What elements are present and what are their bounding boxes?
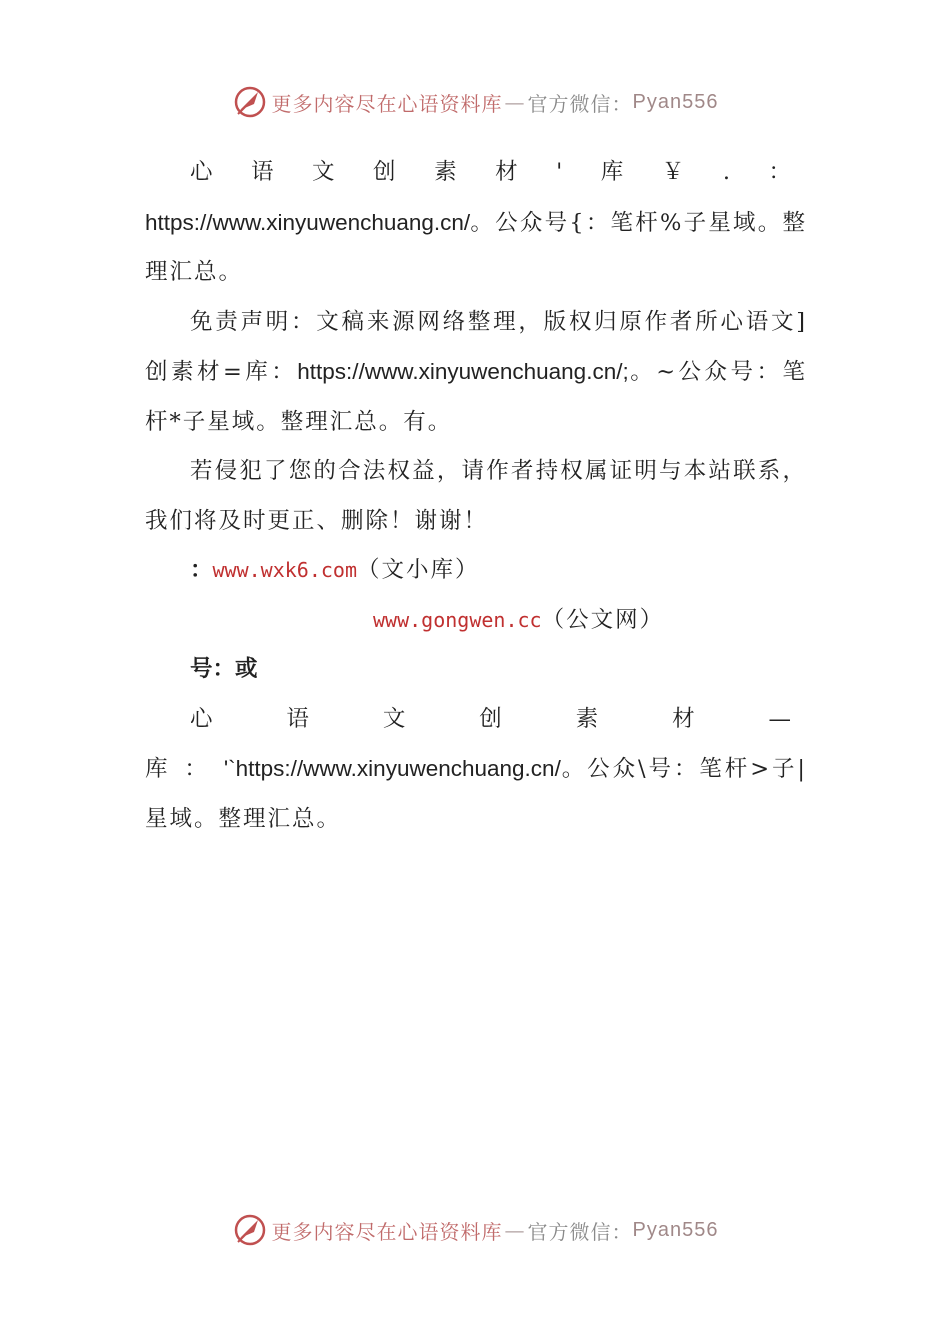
header-watermark	[0, 84, 950, 120]
source-2-rest: 。公众\号：笔杆>子|星域。整理汇总。	[145, 756, 807, 832]
watermark-main-text: 更多内容尽在心语资料库	[271, 91, 503, 116]
quill-logo-icon	[232, 84, 268, 120]
gongwen-link[interactable]: www.gongwen.cc	[373, 607, 542, 632]
disclaimer-rest: 。~公众号：笔杆*子星域。整理汇总。有。	[145, 359, 807, 435]
source-1-url: https://www.xinyuwenchuang.cn/	[145, 209, 471, 235]
disclaimer-cn: 免责声明：文稿来源网络整理，版权归原作者所心语文]创素材=库：	[145, 308, 807, 385]
document-body	[145, 148, 807, 844]
footer-watermark	[0, 1212, 950, 1248]
wxk6-label: （文小库）	[357, 557, 480, 583]
source-2-url: '`https://www.xinyuwenchuang.cn/	[223, 756, 561, 781]
paragraph-source-1	[145, 148, 807, 298]
paragraph-disclaimer	[145, 298, 807, 448]
source-2-cn: 心语文创素材—库：	[145, 705, 807, 782]
link-prefix: ：	[190, 557, 213, 583]
gongwen-label: （公文网）	[541, 606, 665, 633]
watermark-id: Pyan556	[632, 1218, 719, 1241]
watermark-id: Pyan556	[632, 90, 719, 113]
source-1-cn: 心语文创素材'库￥.：	[190, 159, 807, 185]
paragraph-heading-or: 号：或	[190, 656, 258, 682]
paragraph-source-2	[145, 695, 807, 845]
paragraph-link-gongwen	[145, 596, 807, 646]
watermark-label: 官方微信：	[527, 1219, 633, 1244]
watermark-main-text: 更多内容尽在心语资料库	[271, 1219, 503, 1244]
quill-logo-icon	[232, 1212, 268, 1248]
paragraph-infringement: 若侵犯了您的合法权益，请作者持权属证明与本站联系，我们将及时更正、删除！谢谢！	[145, 458, 807, 534]
source-1-rest: 。公众号{：笔杆%子星域。整理汇总。	[145, 209, 807, 285]
watermark-dash: —	[504, 1218, 526, 1242]
watermark-dash: —	[504, 90, 526, 114]
watermark-label: 官方微信：	[527, 91, 633, 116]
wxk6-link[interactable]: www.wxk6.com	[212, 558, 358, 582]
disclaimer-url: https://www.xinyuwenchuang.cn/;	[297, 359, 629, 384]
paragraph-link-wxk6	[145, 546, 807, 596]
